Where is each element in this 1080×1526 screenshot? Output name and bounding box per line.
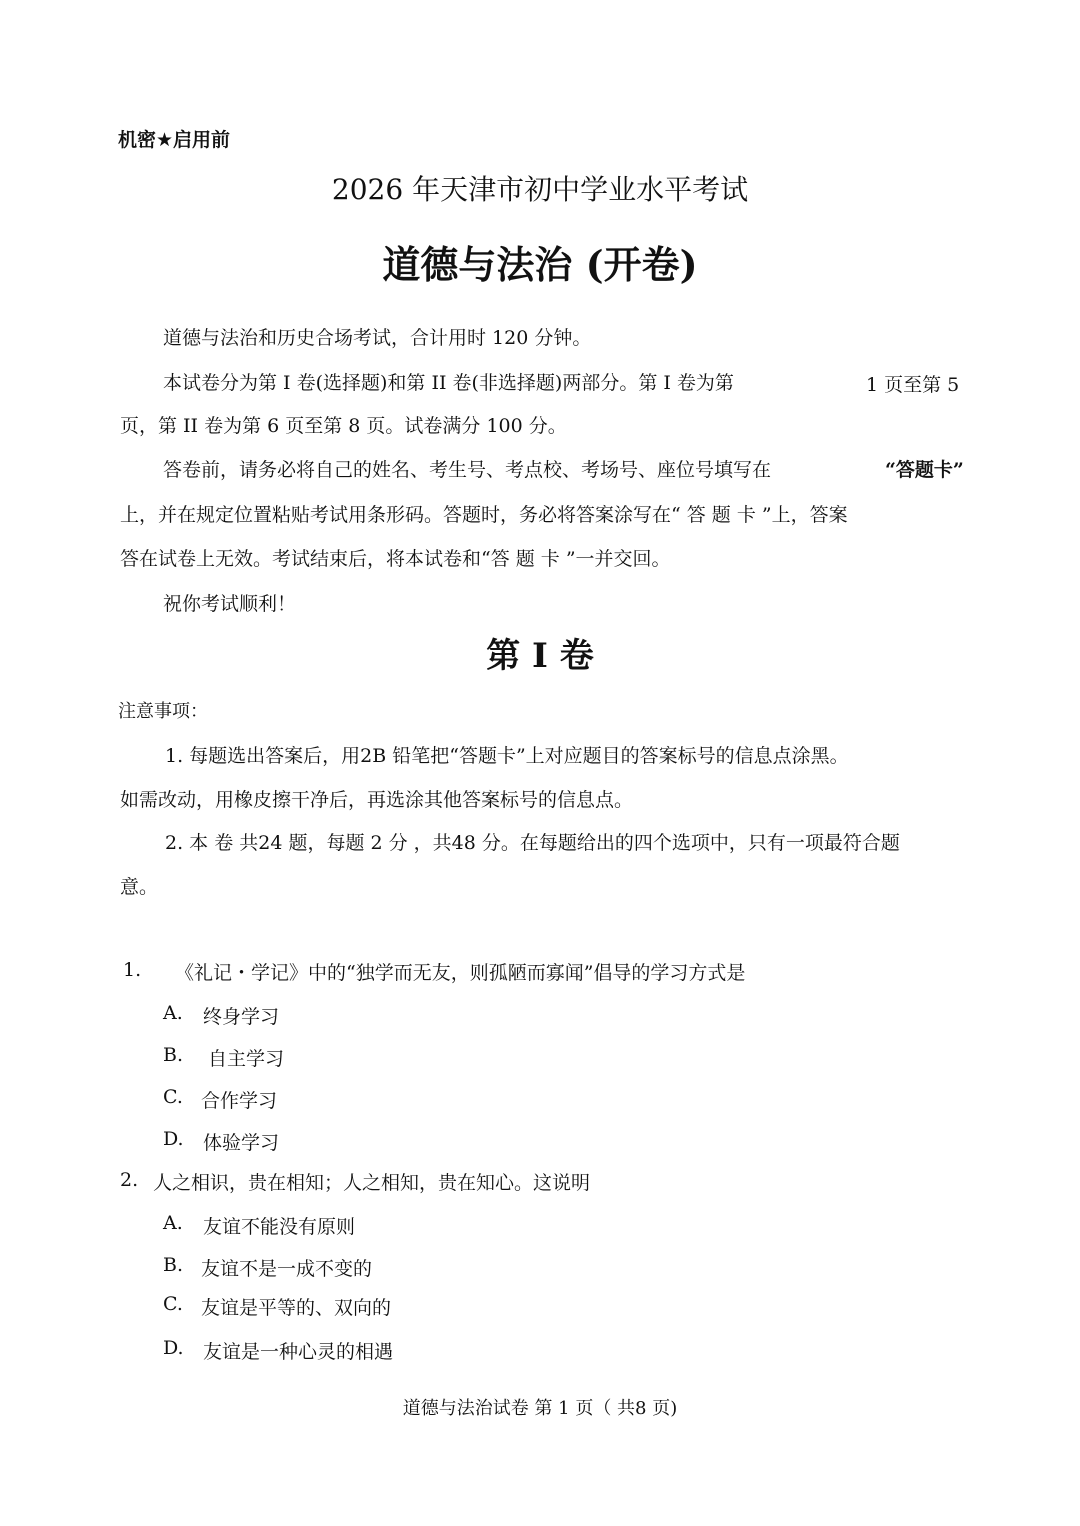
- option-text: 友谊是一种心灵的相遇: [203, 1341, 394, 1363]
- question-number: 2.: [120, 1169, 139, 1191]
- option-letter: C.: [163, 1086, 183, 1108]
- instruction-line-2: 本试卷分为第 I 卷(选择题)和第 II 卷(非选择题)两部分。第 I 卷为第: [163, 372, 734, 394]
- option-text: 合作学习: [201, 1090, 278, 1112]
- instruction-line-7: 祝你考试顺利！: [163, 593, 297, 615]
- option-letter: A.: [163, 1002, 183, 1024]
- instruction-line-4: 答卷前，请务必将自己的姓名、考生号、考点校、考场号、座位号填写在: [163, 459, 772, 481]
- option-letter: D.: [163, 1128, 184, 1150]
- note-1-line-1: 1. 每题选出答案后，用2B 铅笔把“答题卡”上对应题目的答案标号的信息点涂黑。: [165, 745, 849, 767]
- option-text: 自主学习: [208, 1048, 285, 1070]
- option-text: 体验学习: [203, 1132, 280, 1154]
- option-text: 终身学习: [203, 1006, 280, 1028]
- option-letter: A.: [163, 1212, 183, 1234]
- confidential-label: 机密★启用前: [118, 129, 231, 151]
- instruction-line-3: 页，第 II 卷为第 6 页至第 8 页。试卷满分 100 分。: [120, 415, 567, 437]
- instruction-line-2-pages: 1 页至第 5: [866, 374, 960, 396]
- note-2-line-2: 意。: [120, 876, 159, 898]
- exam-title: 2026 年天津市初中学业水平考试: [331, 173, 749, 206]
- instruction-line-1: 道德与法治和历史合场考试，合计用时 120 分钟。: [163, 327, 592, 349]
- option-text: 友谊不能没有原则: [203, 1216, 356, 1238]
- notes-heading: 注意事项：: [118, 701, 208, 722]
- page-footer: 道德与法治试卷 第 1 页（ 共8 页): [402, 1398, 678, 1419]
- option-letter: B.: [163, 1044, 184, 1066]
- option-letter: D.: [163, 1337, 184, 1359]
- instruction-line-4-answer-card: “答题卡”: [885, 459, 964, 481]
- question-stem: 人之相识，贵在相知；人之相知，贵在知心。这说明: [153, 1172, 591, 1194]
- note-1-line-2: 如需改动，用橡皮擦干净后，再选涂其他答案标号的信息点。: [120, 789, 634, 811]
- question-stem: 《礼记・学记》中的“独学而无友，则孤陋而寡闻”倡导的学习方式是: [175, 962, 746, 984]
- instruction-line-5: 上，并在规定位置粘贴考试用条形码。答题时，务必将答案涂写在“ 答 题 卡 ”上，答案: [120, 504, 848, 526]
- subject-title: 道德与法治 (开卷): [382, 242, 698, 287]
- option-letter: C.: [163, 1293, 183, 1315]
- option-letter: B.: [163, 1254, 184, 1276]
- option-text: 友谊不是一成不变的: [201, 1258, 373, 1280]
- section-title: 第 I 卷: [486, 636, 594, 676]
- option-text: 友谊是平等的、双向的: [201, 1297, 392, 1319]
- note-2-line-1: 2. 本 卷 共24 题，每题 2 分 ，共48 分。在每题给出的四个选项中，只有一项最符合题: [165, 832, 900, 854]
- instruction-line-6: 答在试卷上无效。考试结束后，将本试卷和“答 题 卡 ”一并交回。: [120, 548, 671, 570]
- question-number: 1.: [123, 959, 142, 981]
